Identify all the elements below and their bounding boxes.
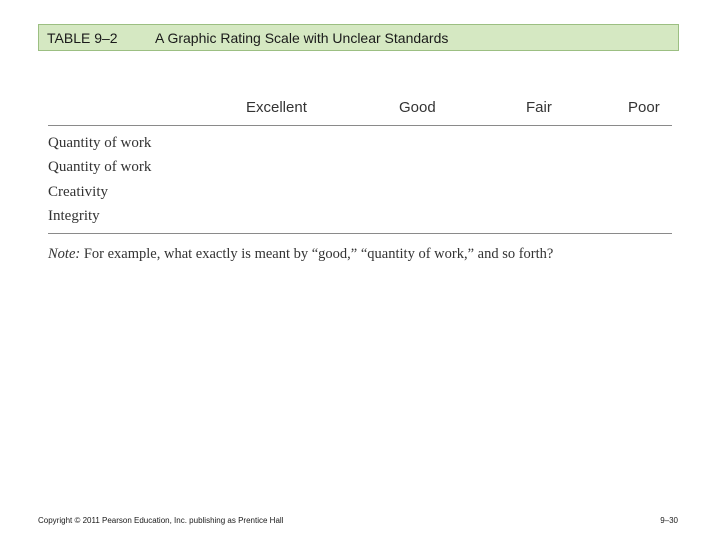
note-lead: Note: (48, 246, 81, 262)
page-number: 9–30 (660, 516, 678, 525)
note-text: For example, what exactly is meant by “good,” “quantity of work,” and so forth? (80, 246, 554, 262)
column-header-fair: Fair (526, 99, 552, 116)
table-title: A Graphic Rating Scale with Unclear Standards (155, 30, 449, 46)
header-rule (48, 125, 672, 126)
footer-rule (48, 233, 672, 234)
row-label-creativity: Creativity (48, 184, 108, 200)
table-number: TABLE 9–2 (47, 30, 118, 46)
column-header-poor: Poor (628, 99, 660, 116)
table-note (48, 246, 553, 263)
column-header-good: Good (399, 99, 436, 116)
table-title-bar (38, 24, 679, 51)
row-label-quantity-of-work-2: Quantity of work (48, 159, 152, 175)
row-label-quantity-of-work-1: Quantity of work (48, 135, 152, 151)
column-header-excellent: Excellent (246, 99, 307, 116)
copyright-text: Copyright © 2011 Pearson Education, Inc. publishing as Prentice Hall (38, 516, 284, 525)
row-label-integrity: Integrity (48, 208, 100, 224)
